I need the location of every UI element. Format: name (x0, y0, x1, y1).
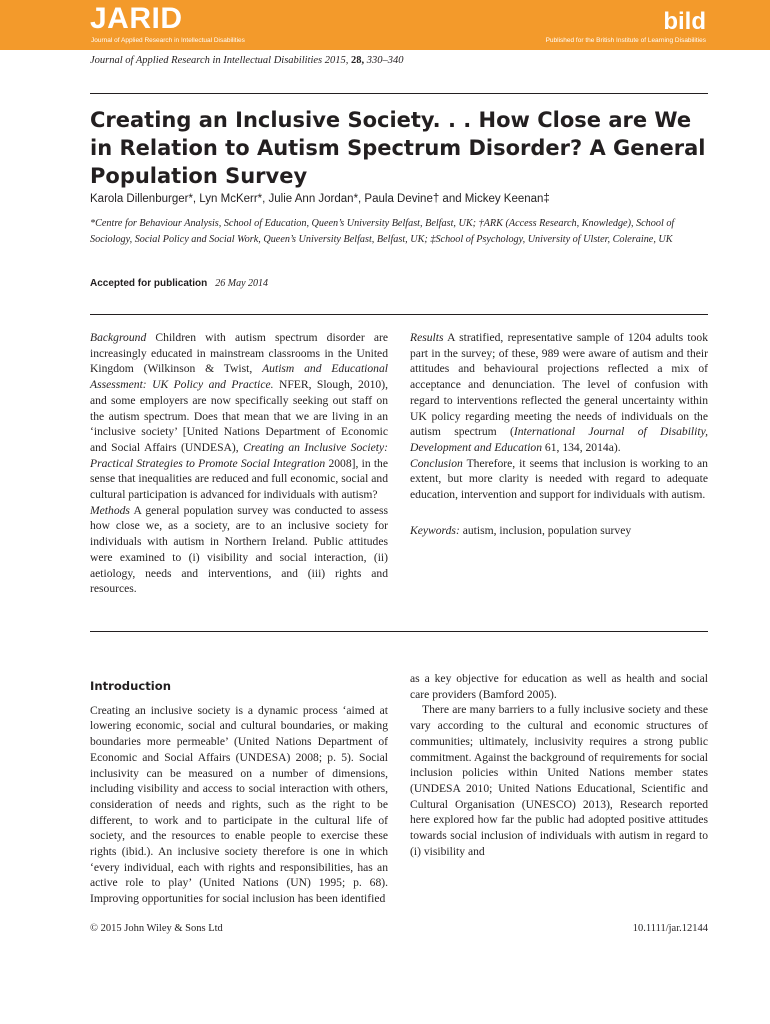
doi: 10.1111/jar.12144 (632, 923, 708, 934)
introduction-paragraph-1-continued: as a key objective for education as well as health and social care providers (Bamford 2005). (410, 672, 708, 701)
background-text-3: 2008], in the sense that inequalities are reduced and full economic, social and cultural participation is advanced for individuals with autism? (90, 456, 388, 502)
introduction-paragraph-2: There are many barriers to a fully inclusive society and these vary according to the cultural and economic structures of communities; ultimately, inclusivity requires a strong public commitment. Against the background of requirements for social inclusion policies within United Nations member states (UNDESA 2010; United Nations Educational, Scientific and Cultural Organisation (UNESCO) 2013), Research reported here explored how far the public had adopted positive attitudes towards social inclusion of individuals with autism in regard to (i) visibility and (410, 703, 708, 858)
journal-logo-subtitle: Journal of Applied Research in Intellectual Disabilities (91, 37, 245, 44)
abstract-methods (90, 503, 388, 597)
results-cite: International Journal of Disability, Development and Education (410, 425, 708, 454)
results-text-1: A stratified, representative sample of 1204 adults took part in the survey; of these, 989 were aware of autism and their attitudes and behavioural projections reflected a mix of acceptance and denunciation. The level of confusion with regard to interventions reflected the general uncertainty within UK policy regarding meeting the needs of individuals on the autism spectrum ( (410, 331, 708, 439)
background-text-1: Children with autism spectrum disorder are increasingly educated in mainstream classrooms in the United Kingdom (Wilkinson & Twist, (90, 331, 388, 376)
introduction-heading: Introduction (90, 679, 171, 693)
citation-volume: 28, (351, 55, 365, 66)
abstract-left-column (90, 330, 388, 597)
abstract-right-column (410, 330, 708, 538)
background-cite-1: Autism and Educational Assessment: UK Policy and Practice. (90, 362, 388, 392)
background-text-2: NFER, Slough, 2010), and some employers are now specifically seeking out staff on the autism spectrum. Does that mean that we are living in an ‘inclusive society’ [United Nations Department of Economic and Social Affairs (UNDESA), (90, 378, 388, 454)
top-divider (90, 93, 708, 94)
conclusion-text: Therefore, it seems that inclusion is working to an extent, but more clarity is needed with regard to adequate education, intervention and support for individuals with autism. (410, 456, 708, 502)
journal-logo: JARID (90, 2, 183, 35)
results-text-2: 61, 134, 2014a). (544, 440, 621, 454)
accepted-line (90, 278, 268, 289)
results-label: Results (410, 331, 444, 344)
abstract-top-divider (90, 314, 708, 315)
methods-label: Methods (90, 503, 130, 517)
abstract-conclusion (410, 456, 708, 503)
author-list: Karola Dillenburger*, Lyn McKerr*, Julie Ann Jordan*, Paula Devine† and Mickey Keenan‡ (90, 193, 550, 205)
article-title: Creating an Inclusive Society. . . How Close are We in Relation to Autism Spectrum Disorder? A General Population Survey (90, 108, 706, 188)
keywords-text: autism, inclusion, population survey (462, 523, 632, 537)
keywords (410, 523, 708, 539)
journal-citation (90, 55, 404, 66)
copyright-notice: © 2015 John Wiley & Sons Ltd (90, 923, 223, 934)
conclusion-label: Conclusion (410, 456, 463, 470)
background-cite-2: Creating an Inclusive Society: Practical Strategies to Promote Social Integration (90, 440, 389, 470)
accepted-date: 26 May 2014 (215, 278, 269, 289)
citation-journal: Journal of Applied Research in Intellectual Disabilities (90, 55, 323, 66)
publisher-subtitle: Published for the British Institute of Learning Disabilities (545, 37, 706, 44)
citation-pages: 330–340 (366, 55, 404, 66)
background-label: Background (90, 331, 147, 344)
introduction-paragraph-1: Creating an inclusive society is a dynamic process ‘aimed at lowering economic, social and cultural boundaries, or making boundaries more permeable’ (United Nations Department of Economic and Social Affairs (UNDESA) 2008; p. 5). Social inclusivity can be measured on a number of dimensions, including visibility and access to social interaction with others, consideration of needs and rights, such as the right to be different, to work and to participate in the cultural life of society, and the resources to enable people to exercise these rights (ibid.). An inclusive society therefore is one in which ‘every individual, each with rights and responsibilities, has an active role to play’ (United Nations (UN) 1995; p. 68). Improving opportunities for social inclusion has been identified (90, 703, 388, 906)
journal-banner (0, 0, 770, 50)
body-right-column (410, 671, 708, 911)
body-left-column (90, 679, 388, 907)
author-affiliations: *Centre for Behaviour Analysis, School of Education, Queen’s University Belfast, Belfast, UK; †ARK (Access Research, Knowledge), School of Sociology, Social Policy and Social Work, Queen’s University Belfast, Belfast, UK; ‡School of Psychology, University of Ulster, Coleraine, UK (90, 218, 675, 245)
abstract-background (90, 330, 388, 503)
accepted-label: Accepted for publication (90, 278, 208, 289)
methods-text: A general population survey was conducted to assess how close we, as a society, are to an inclusive society for individuals with autism in Northern Ireland. Public attitudes were examined to (i) visibility and social interaction, (ii) aetiology, needs and interventions, and (iii) rights and resources. (90, 503, 388, 596)
keywords-label: Keywords: (410, 523, 460, 537)
abstract-bottom-divider (90, 631, 708, 632)
abstract-results (410, 330, 708, 456)
publisher-logo: bild (663, 8, 706, 35)
citation-year: 2015, (324, 55, 349, 66)
